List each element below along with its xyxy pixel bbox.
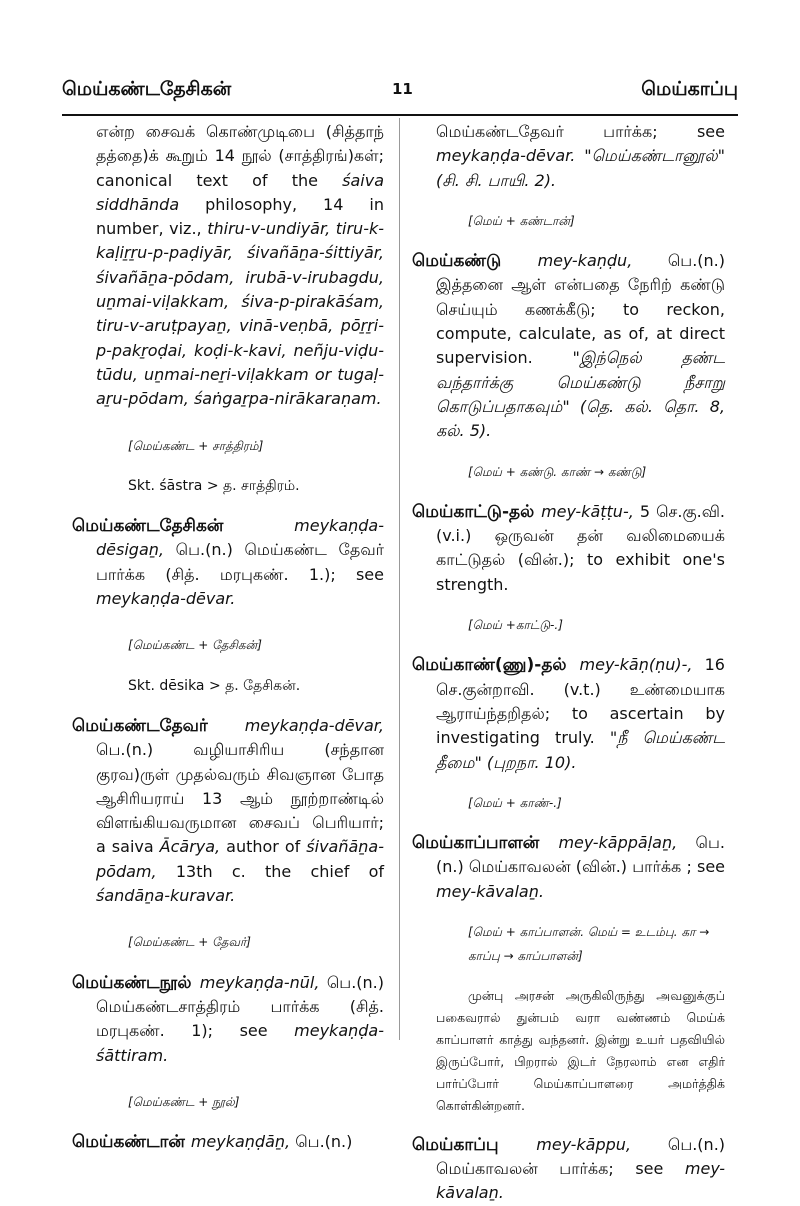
header-right-guide-word: மெய்காப்பு	[641, 78, 738, 100]
transliteration: meykaṇḍa-nūl,	[199, 972, 327, 992]
dictionary-entry	[72, 971, 384, 1068]
dictionary-entry	[412, 653, 725, 774]
transliteration: mey-kāṇ(ṇu)-,	[579, 655, 705, 675]
column-divider	[399, 118, 400, 1040]
dictionary-entry	[412, 249, 725, 443]
explanatory-note: முன்பு அரசன் அருகிலிருந்து அவனுக்குப் பகைவரால் துன்பம் வரா வண்ணம் மெய்க் காப்பாளர் காத்து வந்தனர். இன்று உயர் பதவியில் இருப்போர், பிறரால் இடர் நேரலாம் என எதிர் பார்ப்போர் மெய்காப்பாளரை அமர்த்திக் கொள்கின்றனர்.	[436, 987, 725, 1113]
sanskrit-origin: Skt. dēsika > த. தேசிகன்.	[128, 677, 301, 694]
definition-italic: śivañāṉa-pōdam,	[96, 837, 384, 881]
cross-reference: meykaṇḍa-śāttiram.	[96, 1021, 384, 1065]
dictionary-entry	[412, 831, 725, 904]
etymology: [மெய்கண்ட + தேவர்]	[128, 935, 251, 950]
transliteration: meykaṇḍāṉ,	[190, 1132, 296, 1152]
entry-text-italic: śaiva siddhānda	[96, 170, 384, 214]
sanskrit-origin: Skt. śāstra > த. சாத்திரம்.	[128, 477, 300, 494]
header-left-guide-word: மெய்கண்டதேசிகன்	[62, 78, 232, 100]
dictionary-entry	[72, 1130, 384, 1154]
transliteration: mey-kāṭṭu-,	[541, 501, 640, 521]
headword: மெய்காப்பாளன்	[412, 833, 559, 854]
transliteration: meykaṇḍa-dēsigaṉ,	[96, 516, 384, 560]
etymology: [மெய் + காண்-.]	[468, 795, 562, 810]
definition-italic: Ācārya,	[159, 837, 227, 857]
transliteration: mey-kāppu,	[536, 1134, 668, 1154]
definition: பெ.(n.) வழியாசிரிய (சந்தான குரவ)ருள் முதல்வரும் சிவஞான போத ஆசிரியராய் 13 ஆம் நூற்றாண்டில் விளங்கியவருமான சைவப் பெரியார்; a saiva	[96, 740, 384, 857]
definition: பெ.(n.) மெய்கண்டசாத்திரம் பார்க்க (சித். மரபுகண். 1); see	[96, 972, 384, 1041]
page-header	[62, 78, 738, 108]
etymology: [மெய் + காப்பாளன். மெய் = உடம்பு. கா → காப்பு → காப்பாளன்]	[468, 925, 710, 964]
definition: பெ.(n.) இத்தனை ஆள் என்பதை நேரிற் கண்டு செய்யும் கணக்கீடு; to reckon, compute, calculate, as of, at direct supervision.	[436, 251, 725, 368]
etymology: [மெய்கண்ட + தேசிகன்]	[128, 638, 262, 653]
left-column	[72, 120, 384, 1154]
entry-text-italic: thiru-v-undiyār, tiru-k-kaḷiṟṟu-p-paḍiyār, śivañāṉa-śittiyār, śivañāṉa-pōdam, irubā-v-irubagdu, uṉmai-viḷakkam, śiva-p-pirakāśam, tiru-v-aruṭpayaṉ, vinā-veṇbā, pōṟṟi-p-pakṟoḍai, koḍi-k-kavi, neñju-viḍu-tūdu, uṉmai-neṟi-viḷakkam or tugaḷ-aṟu-pōdam, śaṅgaṟpa-nirākaraṇam.	[96, 219, 385, 409]
continued-entry-text	[412, 120, 725, 193]
citation-quote: "நீ மெய்கண்ட தீமை" (புறநா. 10).	[436, 728, 725, 772]
definition: பெ.(n.)	[295, 1132, 353, 1152]
transliteration: mey-kaṇḍu,	[537, 251, 668, 271]
page-number: 11	[392, 80, 413, 98]
definition: பெ.(n.) மெய்கண்ட தேவர் பார்க்க (சித். மரபுகண். 1.); see	[96, 540, 384, 584]
dictionary-entry	[72, 514, 384, 611]
cross-reference: mey-kāvalaṉ.	[436, 881, 544, 901]
etymology: [மெய் + கண்டான்]	[468, 213, 575, 228]
entry-text: philosophy, 14 in number, viz.,	[96, 194, 384, 239]
definition: 5 செ.கு.வி. (v.i.) ஒருவன் தன் வலிமையைக் காட்டுதல் (வின்.); to exhibit one's strength.	[436, 501, 725, 594]
citation-quote: "இந்நெல் தண்ட வந்தார்க்கு மெய்கண்டு நீசாறு கொடுப்பதாகவும்" (தெ. கல். தொ. 8, கல். 5).	[436, 348, 725, 441]
etymology: [மெய்கண்ட + சாத்திரம்]	[128, 438, 264, 453]
definition-italic: śandāṉa-kuravar.	[96, 886, 236, 906]
dictionary-entry	[412, 1133, 725, 1206]
headword: மெய்கண்டு	[412, 251, 538, 272]
headword: மெய்கண்டதேவர்	[72, 715, 245, 736]
headword: மெய்காட்டு-தல்	[412, 501, 542, 522]
entry-text: என்ற சைவக் கொண்முடிபை (சித்தாந் தத்தை)க் கூறும் 14 நூல் (சாத்திரங்)கள்; canonical text of the	[96, 122, 384, 190]
right-column	[412, 120, 725, 1206]
transliteration: meykaṇḍa-dēvar,	[244, 715, 384, 735]
definition: 13th c. the chief of	[175, 861, 384, 881]
etymology: [மெய்கண்ட + நூல்]	[128, 1094, 240, 1109]
definition: பெ.(n.) மெய்காவலன் (வின்.) பார்க்க ; see	[436, 833, 725, 877]
cross-reference: mey-kāvalaṉ.	[436, 1158, 725, 1203]
continued-entry-text	[72, 120, 384, 412]
etymology: [மெய் + கண்டு. காண் → கண்டு]	[468, 464, 647, 479]
transliteration: mey-kāppāḷaṉ,	[558, 833, 696, 853]
cross-reference: meykaṇḍa-dēvar.	[96, 589, 236, 609]
headword: மெய்கண்டதேசிகன்	[72, 516, 295, 537]
dictionary-entry	[72, 714, 384, 908]
definition: author of	[226, 837, 307, 857]
definition: 16 செ.குன்றாவி. (v.t.) உண்மையாக ஆராய்ந்தறிதல்; to ascertain by investigating truly.	[436, 655, 725, 748]
dictionary-entry	[412, 500, 725, 597]
etymology: [மெய் +காட்டு-.]	[468, 618, 563, 633]
cross-reference: meykaṇḍa-dēvar. "மெய்கண்டானூல்" (சி. சி. பாயி. 2).	[436, 146, 725, 190]
definition: பெ.(n.) மெய்காவலன் பார்க்க; see	[436, 1134, 726, 1178]
entry-text: மெய்கண்டதேவர் பார்க்க; see	[436, 122, 725, 141]
headword: மெய்காண்(ணு)-தல்	[412, 655, 580, 676]
headword: மெய்கண்டான்	[72, 1132, 191, 1153]
header-rule	[62, 114, 738, 116]
headword: மெய்கண்டநூல்	[72, 972, 200, 993]
headword: மெய்காப்பு	[412, 1134, 537, 1155]
